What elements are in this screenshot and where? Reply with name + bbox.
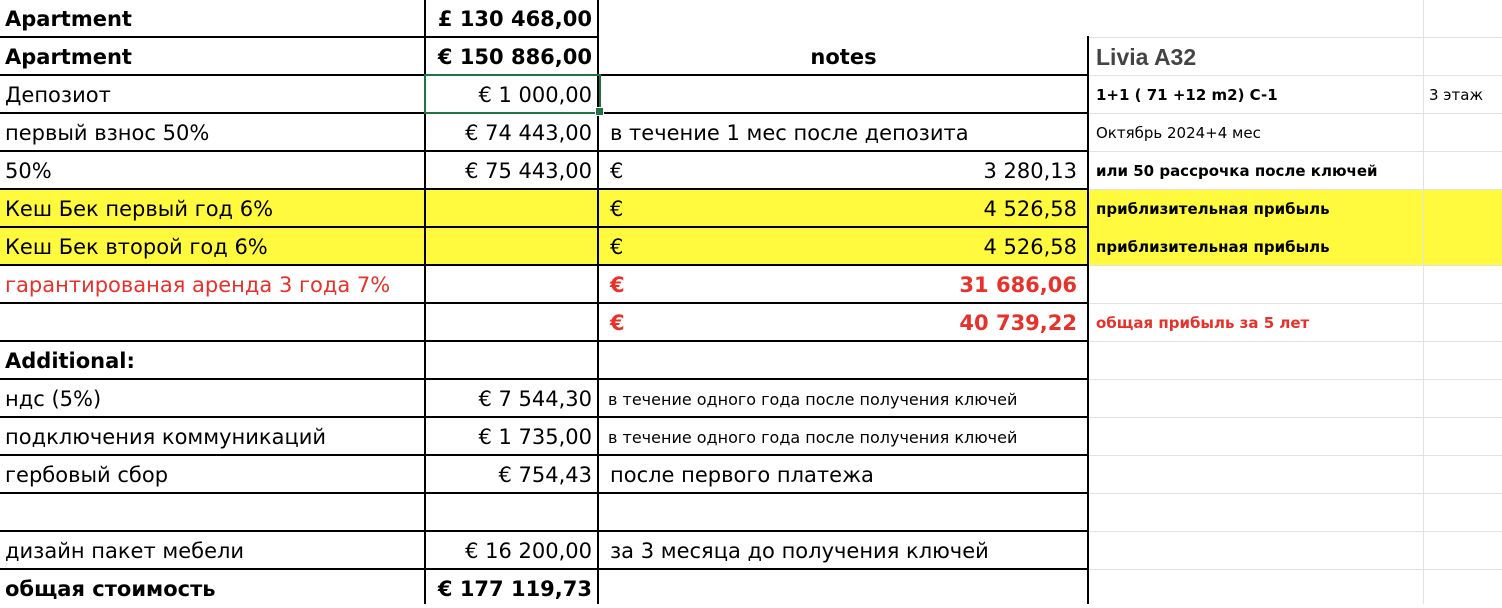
currency-symbol: € bbox=[610, 197, 624, 221]
cell-extra[interactable] bbox=[1423, 152, 1502, 190]
cell-extra[interactable] bbox=[1423, 0, 1502, 38]
grid-line bbox=[1089, 75, 1502, 76]
cell-value[interactable]: £ 130 468,00 bbox=[437, 7, 592, 31]
cell-label[interactable]: первый взнос 50% bbox=[5, 121, 210, 145]
amount-text: 4 526,58 bbox=[983, 197, 1077, 221]
cell-value[interactable] bbox=[425, 228, 598, 266]
cell-label[interactable]: общая стоимость bbox=[5, 577, 216, 601]
grid-line bbox=[1089, 455, 1502, 456]
cell-label[interactable]: Apartment bbox=[5, 7, 132, 31]
grid-line bbox=[1089, 189, 1502, 190]
cell-label[interactable] bbox=[0, 494, 425, 532]
cell-extra[interactable] bbox=[1423, 38, 1502, 76]
cell-value[interactable]: € 1 735,00 bbox=[478, 425, 592, 449]
cell-side[interactable] bbox=[1089, 494, 1423, 532]
cell-extra[interactable] bbox=[1423, 380, 1502, 418]
amount-text: 40 739,22 bbox=[959, 311, 1077, 335]
cell-extra[interactable] bbox=[1423, 266, 1502, 304]
grid-line bbox=[1089, 341, 1502, 342]
cell-side[interactable]: приблизительная прибыль bbox=[1089, 228, 1423, 266]
cell-note[interactable] bbox=[598, 494, 1089, 532]
cell-label[interactable]: гарантированая аренда 3 года 7% bbox=[5, 273, 391, 297]
grid-line bbox=[1087, 36, 1089, 604]
cell-value[interactable] bbox=[425, 266, 598, 304]
cell-side[interactable] bbox=[1089, 570, 1423, 608]
sheet-row bbox=[0, 76, 1502, 114]
cell-value[interactable]: € 177 119,73 bbox=[437, 577, 592, 601]
cell-value[interactable]: € 7 544,30 bbox=[478, 387, 592, 411]
fill-handle[interactable] bbox=[595, 107, 604, 116]
sheet-row bbox=[0, 532, 1502, 570]
grid-line bbox=[0, 226, 1089, 228]
cell-extra[interactable] bbox=[1423, 342, 1502, 380]
cell-note[interactable]: в течение одного года после получения ключей bbox=[608, 389, 1018, 409]
cell-label[interactable]: Депозиот bbox=[5, 83, 111, 107]
grid-line bbox=[1089, 113, 1502, 114]
grid-line bbox=[1089, 531, 1502, 532]
cell-side[interactable] bbox=[1089, 532, 1423, 570]
cell-label[interactable] bbox=[0, 304, 425, 342]
cell-note[interactable]: в течение одного года после получения ключей bbox=[608, 427, 1018, 447]
grid-line bbox=[1089, 265, 1502, 266]
grid-line bbox=[1089, 151, 1502, 152]
grid-line bbox=[0, 568, 1089, 570]
cell-label[interactable]: Apartment bbox=[5, 45, 132, 69]
cell-value[interactable] bbox=[425, 190, 598, 228]
currency-symbol: € bbox=[610, 235, 624, 259]
grid-line bbox=[0, 302, 1089, 304]
cell-value[interactable]: € 150 886,00 bbox=[437, 45, 592, 69]
sheet-row bbox=[0, 494, 1502, 532]
cell-value[interactable] bbox=[425, 342, 598, 380]
currency-symbol: € bbox=[610, 159, 624, 183]
cell-side[interactable]: или 50 рассрочка после ключей bbox=[1096, 162, 1378, 180]
cell-side[interactable]: приблизительная прибыль bbox=[1089, 190, 1423, 228]
sheet-row bbox=[0, 114, 1502, 152]
cell-value[interactable] bbox=[425, 304, 598, 342]
cell-side[interactable] bbox=[1089, 380, 1423, 418]
grid-line bbox=[0, 454, 1089, 456]
cell-extra[interactable] bbox=[1423, 494, 1502, 532]
grid-line bbox=[1089, 417, 1502, 418]
currency-symbol: € bbox=[610, 311, 625, 335]
cell-side[interactable] bbox=[1089, 0, 1423, 38]
amount-text: 4 526,58 bbox=[983, 235, 1077, 259]
cell-note-amount[interactable] bbox=[598, 266, 1089, 304]
notes-header[interactable]: notes bbox=[810, 45, 877, 69]
cell-extra[interactable] bbox=[1423, 304, 1502, 342]
cell-side[interactable] bbox=[1089, 342, 1423, 380]
cell-label[interactable]: 50% bbox=[5, 159, 52, 183]
grid-line bbox=[0, 36, 598, 38]
cell-extra[interactable] bbox=[1423, 418, 1502, 456]
grid-line bbox=[0, 264, 1089, 266]
cell-value[interactable]: € 754,43 bbox=[498, 463, 592, 487]
grid-line bbox=[1089, 37, 1502, 38]
grid-line bbox=[1089, 379, 1502, 380]
cell-note[interactable] bbox=[598, 0, 1089, 38]
sheet-row bbox=[0, 456, 1502, 494]
cell-note[interactable]: за 3 месяца до получения ключей bbox=[610, 539, 989, 563]
cell-side[interactable] bbox=[1089, 456, 1423, 494]
sheet-row bbox=[0, 304, 1502, 342]
grid-line bbox=[1089, 493, 1502, 494]
grid-line bbox=[0, 378, 1089, 380]
cell-note[interactable] bbox=[598, 342, 1089, 380]
cell-note[interactable]: в течение 1 мес после депозита bbox=[610, 121, 969, 145]
sheet-row bbox=[0, 342, 1502, 380]
cell-label[interactable]: Кеш Бек первый год 6% bbox=[0, 190, 425, 228]
cell-note-amount[interactable] bbox=[598, 304, 1089, 342]
cell-side[interactable] bbox=[1089, 418, 1423, 456]
cell-note-amount[interactable] bbox=[598, 190, 1089, 228]
cell-extra[interactable] bbox=[1423, 190, 1502, 228]
sheet-row bbox=[0, 0, 1502, 38]
sheet-row bbox=[0, 152, 1502, 190]
sheet-row bbox=[0, 266, 1502, 304]
cell-label[interactable]: Кеш Бек второй год 6% bbox=[0, 228, 425, 266]
grid-line bbox=[0, 150, 1089, 152]
cell-extra[interactable] bbox=[1423, 114, 1502, 152]
cell-label[interactable]: подключения коммуникаций bbox=[5, 425, 327, 449]
grid-line bbox=[0, 530, 1089, 532]
active-cell-outline bbox=[424, 74, 601, 114]
cell-side[interactable]: общая прибыль за 5 лет bbox=[1096, 314, 1310, 332]
cell-extra[interactable]: 3 этаж bbox=[1429, 86, 1483, 104]
amount-text: 3 280,13 bbox=[983, 159, 1077, 183]
sheet-row bbox=[0, 570, 1502, 608]
sheet-row bbox=[0, 380, 1502, 418]
cell-note-amount[interactable] bbox=[598, 152, 1089, 190]
sheet-row bbox=[0, 228, 1502, 266]
cell-extra[interactable] bbox=[1423, 532, 1502, 570]
grid-line bbox=[1423, 0, 1424, 604]
cell-value[interactable]: € 16 200,00 bbox=[465, 539, 592, 563]
project-title[interactable]: Livia A32 bbox=[1096, 43, 1197, 70]
grid-line bbox=[0, 416, 1089, 418]
grid-line bbox=[0, 340, 1089, 342]
cell-label[interactable]: гербовый сбор bbox=[5, 463, 169, 487]
grid-line bbox=[0, 188, 1089, 190]
cell-value[interactable]: € 75 443,00 bbox=[465, 159, 592, 183]
cell-note[interactable] bbox=[598, 570, 1089, 608]
cell-note-amount[interactable] bbox=[598, 228, 1089, 266]
currency-symbol: € bbox=[610, 273, 625, 297]
cell-value[interactable] bbox=[425, 494, 598, 532]
cell-note[interactable] bbox=[598, 76, 1089, 114]
sheet-row bbox=[0, 38, 1502, 76]
cell-value-selected[interactable]: € 1 000,00 bbox=[478, 83, 592, 107]
cell-label[interactable]: дизайн пакет мебели bbox=[5, 539, 245, 563]
grid-line bbox=[1089, 569, 1502, 570]
grid-line bbox=[1089, 303, 1502, 304]
cell-side[interactable]: Октябрь 2024+4 мес bbox=[1096, 124, 1261, 142]
amount-text: 31 686,06 bbox=[959, 273, 1077, 297]
sheet-row bbox=[0, 190, 1502, 228]
sheet-row bbox=[0, 418, 1502, 456]
cell-extra[interactable] bbox=[1423, 456, 1502, 494]
cell-value[interactable]: € 74 443,00 bbox=[465, 121, 592, 145]
cell-label[interactable]: Additional: bbox=[5, 349, 135, 373]
cell-label[interactable]: ндс (5%) bbox=[5, 387, 102, 411]
cell-side[interactable] bbox=[1089, 266, 1423, 304]
cell-note[interactable]: после первого платежа bbox=[610, 463, 874, 487]
grid-line bbox=[0, 492, 1089, 494]
cell-extra[interactable] bbox=[1423, 228, 1502, 266]
cell-side[interactable]: 1+1 ( 71 +12 m2) C-1 bbox=[1096, 86, 1278, 104]
cell-extra[interactable] bbox=[1423, 570, 1502, 608]
